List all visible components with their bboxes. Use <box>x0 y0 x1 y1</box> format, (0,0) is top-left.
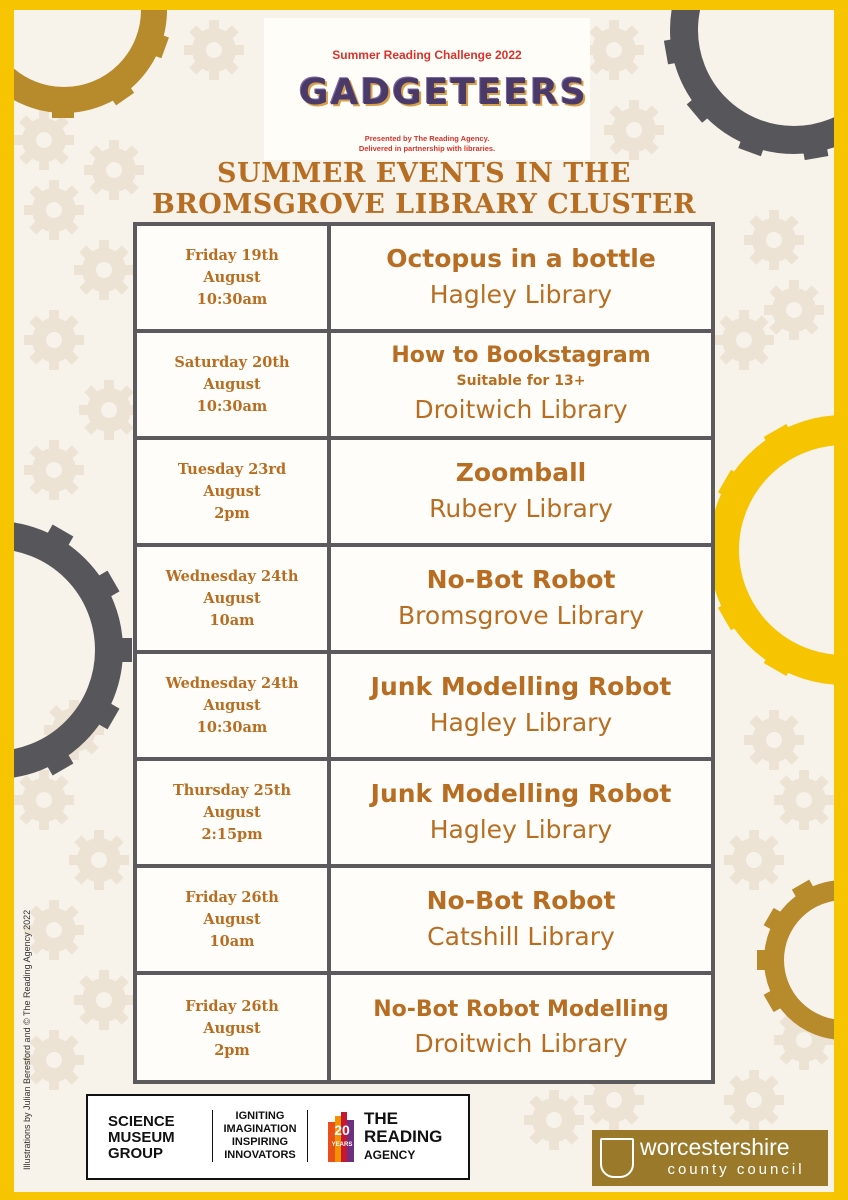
event-date <box>137 654 331 757</box>
event-info <box>331 440 711 543</box>
event-day: Friday 26th <box>185 888 279 906</box>
event-time: 10:30am <box>196 397 268 415</box>
event-month: August <box>203 268 261 286</box>
tra-line-3: AGENCY <box>364 1148 416 1162</box>
event-month: August <box>203 910 261 928</box>
event-time: 10:30am <box>196 290 268 308</box>
event-info <box>331 333 711 436</box>
crest-icon <box>600 1138 634 1178</box>
event-time: 10am <box>209 611 255 629</box>
event-day: Friday 19th <box>185 246 279 264</box>
events-table <box>133 222 715 1084</box>
event-time: 10am <box>209 932 255 950</box>
reading-agency-years-label: YEARS <box>331 1142 353 1148</box>
event-date <box>137 761 331 864</box>
challenge-title: Summer Reading Challenge 2022 <box>332 48 522 62</box>
council-subtitle: county council <box>667 1161 805 1178</box>
event-venue: Hagley Library <box>429 279 613 309</box>
event-row <box>137 975 711 1082</box>
event-row <box>137 761 711 868</box>
smg-line-2: MUSEUM <box>108 1129 175 1146</box>
event-month: August <box>203 1019 261 1037</box>
event-date <box>137 333 331 436</box>
event-day: Wednesday 24th <box>165 567 299 585</box>
event-title: How to Bookstagram <box>391 342 651 368</box>
event-row <box>137 226 711 333</box>
gold-gear-top-left <box>14 10 169 118</box>
event-time: 10:30am <box>196 718 268 736</box>
event-row <box>137 440 711 547</box>
event-info <box>331 654 711 757</box>
science-museum-group-logo <box>108 1114 198 1162</box>
event-note: Suitable for 13+ <box>456 372 586 389</box>
smg-line-3: GROUP <box>108 1145 164 1162</box>
smg-line-1: SCIENCE <box>108 1113 175 1130</box>
event-day: Thursday 25th <box>172 781 292 799</box>
event-time: 2pm <box>214 1041 250 1059</box>
igniting-line-3: INSPIRING <box>231 1136 289 1148</box>
worcestershire-council-logo <box>592 1130 828 1186</box>
igniting-imagination-text <box>212 1110 308 1162</box>
igniting-line-4: INNOVATORS <box>224 1149 296 1161</box>
event-month: August <box>203 375 261 393</box>
event-title: Octopus in a bottle <box>386 243 656 273</box>
gold-gear-bottom-right <box>757 880 834 1030</box>
event-info <box>331 975 711 1082</box>
event-month: August <box>203 589 261 607</box>
event-row <box>137 333 711 440</box>
poster <box>14 10 834 1192</box>
page-title <box>94 158 754 220</box>
event-date <box>137 975 331 1082</box>
gadgeteers-logo <box>299 66 588 126</box>
event-info <box>331 868 711 971</box>
yellow-gear-right <box>706 424 834 676</box>
event-venue: Droitwich Library <box>414 394 628 424</box>
council-name: worcestershire <box>640 1134 790 1160</box>
event-time: 2pm <box>214 504 250 522</box>
logo-text: GADGETEERS <box>299 72 588 113</box>
event-title: Zoomball <box>455 457 587 487</box>
event-row <box>137 868 711 975</box>
reading-agency-logo-text <box>364 1110 464 1164</box>
event-title: No-Bot Robot <box>426 564 616 594</box>
tra-line-2: READING <box>364 1127 443 1146</box>
event-venue: Droitwich Library <box>414 1028 628 1058</box>
event-day: Tuesday 23rd <box>177 460 287 478</box>
header-panel <box>264 18 590 160</box>
event-date <box>137 226 331 329</box>
presented-line-2: Delivered in partnership with libraries. <box>358 144 496 153</box>
event-title: Junk Modelling Robot <box>370 778 672 808</box>
event-title: No-Bot Robot <box>426 885 616 915</box>
event-month: August <box>203 696 261 714</box>
event-venue: Hagley Library <box>429 814 613 844</box>
event-venue: Catshill Library <box>427 921 615 951</box>
event-row <box>137 654 711 761</box>
igniting-line-1: IGNITING <box>235 1110 285 1122</box>
event-venue: Bromsgrove Library <box>398 600 644 630</box>
presented-line-1: Presented by The Reading Agency. <box>364 134 490 143</box>
event-month: August <box>203 803 261 821</box>
page-title-line-1: SUMMER EVENTS IN THE <box>217 158 631 189</box>
event-time: 2:15pm <box>201 825 263 843</box>
event-info <box>331 547 711 650</box>
event-title: No-Bot Robot Modelling <box>373 996 669 1022</box>
event-date <box>137 440 331 543</box>
tra-line-1: THE <box>364 1109 398 1128</box>
event-date <box>137 868 331 971</box>
event-month: August <box>203 482 261 500</box>
event-info <box>331 761 711 864</box>
event-title: Junk Modelling Robot <box>370 671 672 701</box>
event-day: Friday 26th <box>185 997 279 1015</box>
sponsor-logos <box>86 1094 470 1180</box>
event-day: Saturday 20th <box>174 353 290 371</box>
event-date <box>137 547 331 650</box>
event-day: Wednesday 24th <box>165 674 299 692</box>
igniting-line-2: IMAGINATION <box>223 1123 297 1135</box>
event-info <box>331 226 711 329</box>
presented-by <box>264 134 590 154</box>
event-venue: Hagley Library <box>429 707 613 737</box>
event-venue: Rubery Library <box>429 493 613 523</box>
illustration-credit: Illustrations by Julian Beresford and © The Reading Agency 2022 <box>22 909 32 1170</box>
page-title-line-2: BROMSGROVE LIBRARY CLUSTER <box>152 189 696 220</box>
reading-agency-years: 20 <box>334 1122 350 1138</box>
grey-gear-left <box>14 524 132 775</box>
event-row <box>137 547 711 654</box>
grey-gear-top-right <box>664 10 834 160</box>
